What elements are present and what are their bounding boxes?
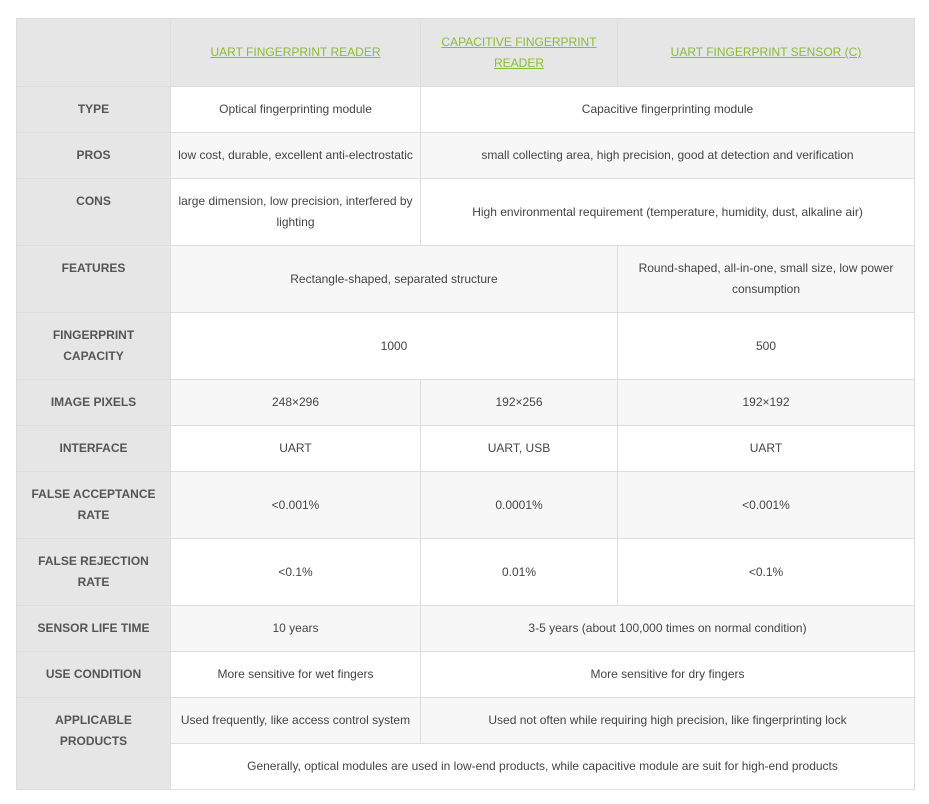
cell-type-capacitive: Capacitive fingerprinting module (421, 87, 915, 133)
table-row-products (17, 698, 915, 744)
capacitive-fingerprint-reader-link[interactable]: CAPACITIVE FINGERPRINT READER (441, 34, 597, 70)
row-label-far: FALSE ACCEPTANCE RATE (17, 472, 171, 539)
cell-frr-uart-sensor: <0.1% (618, 539, 915, 606)
cell-life-optical: 10 years (171, 606, 421, 652)
row-label-frr: FALSE REJECTION RATE (17, 539, 171, 606)
table-row-pros (17, 133, 915, 179)
cell-cons-optical: large dimension, low precision, interfered by lighting (171, 179, 421, 246)
comparison-table (16, 18, 915, 790)
row-label-interface: INTERFACE (17, 426, 171, 472)
uart-fingerprint-reader-link[interactable]: UART FINGERPRINT READER (210, 45, 381, 59)
cell-far-capacitive: 0.0001% (421, 472, 618, 539)
cell-products-optical: Used frequently, like access control system (171, 698, 421, 744)
column-header-capacitive-reader (421, 19, 618, 87)
table-row-pixels (17, 380, 915, 426)
row-label-cons: CONS (17, 179, 171, 246)
column-header-uart-sensor-c (618, 19, 915, 87)
table-row-frr (17, 539, 915, 606)
cell-pros-capacitive: small collecting area, high precision, good at detection and verification (421, 133, 915, 179)
cell-far-uart-sensor: <0.001% (618, 472, 915, 539)
cell-frr-uart-reader: <0.1% (171, 539, 421, 606)
cell-frr-capacitive: 0.01% (421, 539, 618, 606)
cell-condition-capacitive: More sensitive for dry fingers (421, 652, 915, 698)
table-row-type (17, 87, 915, 133)
row-label-capacity: FINGERPRINT CAPACITY (17, 313, 171, 380)
row-label-life: SENSOR LIFE TIME (17, 606, 171, 652)
row-label-condition: USE CONDITION (17, 652, 171, 698)
uart-fingerprint-sensor-c-link[interactable]: UART FINGERPRINT SENSOR (C) (670, 45, 862, 59)
cell-products-summary: Generally, optical modules are used in low-end products, while capacitive module are suit for high-end products (171, 744, 915, 790)
table-header-row (17, 19, 915, 87)
table-row-life (17, 606, 915, 652)
cell-pros-optical: low cost, durable, excellent anti-electrostatic (171, 133, 421, 179)
cell-condition-optical: More sensitive for wet fingers (171, 652, 421, 698)
cell-pixels-capacitive: 192×256 (421, 380, 618, 426)
cell-capacity-500: 500 (618, 313, 915, 380)
cell-life-capacitive: 3-5 years (about 100,000 times on normal condition) (421, 606, 915, 652)
cell-type-optical: Optical fingerprinting module (171, 87, 421, 133)
column-header-uart-reader (171, 19, 421, 87)
table-row-cons (17, 179, 915, 246)
table-row-interface (17, 426, 915, 472)
cell-features-rectangle: Rectangle-shaped, separated structure (171, 246, 618, 313)
table-row-condition (17, 652, 915, 698)
row-label-type: TYPE (17, 87, 171, 133)
cell-pixels-uart-sensor: 192×192 (618, 380, 915, 426)
cell-far-uart-reader: <0.001% (171, 472, 421, 539)
cell-features-round: Round-shaped, all-in-one, small size, low power consumption (618, 246, 915, 313)
row-label-pros: PROS (17, 133, 171, 179)
cell-interface-uart-sensor: UART (618, 426, 915, 472)
row-label-pixels: IMAGE PIXELS (17, 380, 171, 426)
row-label-products: APPLICABLE PRODUCTS (17, 698, 171, 790)
cell-interface-uart-reader: UART (171, 426, 421, 472)
row-label-features: FEATURES (17, 246, 171, 313)
table-row-capacity (17, 313, 915, 380)
cell-products-capacitive: Used not often while requiring high precision, like fingerprinting lock (421, 698, 915, 744)
cell-interface-capacitive: UART, USB (421, 426, 618, 472)
table-corner-cell (17, 19, 171, 87)
table-row-far (17, 472, 915, 539)
table-row-features (17, 246, 915, 313)
cell-capacity-1000: 1000 (171, 313, 618, 380)
cell-cons-capacitive: High environmental requirement (temperature, humidity, dust, alkaline air) (421, 179, 915, 246)
cell-pixels-uart-reader: 248×296 (171, 380, 421, 426)
